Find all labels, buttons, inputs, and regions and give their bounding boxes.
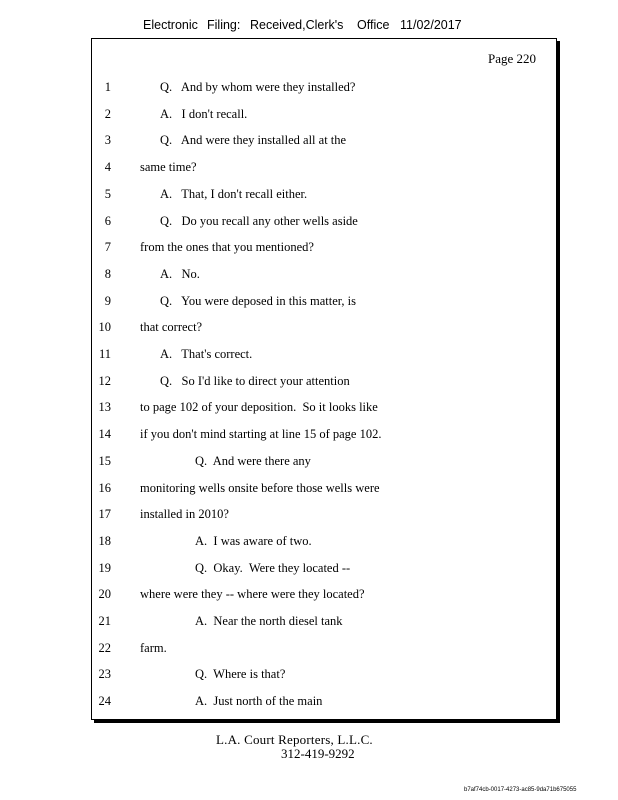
line-number: 20 bbox=[98, 587, 111, 602]
line-number: 16 bbox=[98, 480, 111, 495]
line-text: same time? bbox=[140, 160, 197, 175]
filing-electronic: Electronic bbox=[143, 18, 198, 32]
filing-office: Office bbox=[357, 18, 390, 32]
transcript-line bbox=[92, 531, 556, 551]
line-text: Q. And were they installed all at the bbox=[160, 133, 347, 148]
filing-filing: Filing: bbox=[207, 18, 241, 32]
footer-company: L.A. Court Reporters, L.L.C. bbox=[216, 732, 373, 747]
line-number: 13 bbox=[98, 400, 111, 415]
line-text: A. Near the north diesel tank bbox=[195, 614, 343, 628]
line-number: 14 bbox=[98, 427, 111, 442]
line-text: where were they -- where were they located? bbox=[140, 587, 365, 602]
line-number: 18 bbox=[98, 533, 111, 548]
line-number: 10 bbox=[98, 320, 111, 335]
transcript-line bbox=[92, 264, 556, 284]
line-text: Q. You were deposed in this matter, is bbox=[160, 293, 357, 308]
line-number: 8 bbox=[104, 266, 111, 281]
line-number: 19 bbox=[98, 560, 111, 575]
document-hash: b7af74cb-0017-4273-ac85-9da71b675055 bbox=[464, 787, 577, 793]
page-number: Page 220 bbox=[487, 51, 536, 66]
line-text: Q. So I'd like to direct your attention bbox=[160, 373, 350, 388]
transcript-line bbox=[92, 130, 556, 150]
transcript-line bbox=[92, 397, 556, 417]
transcript-line bbox=[92, 344, 556, 364]
line-number: 4 bbox=[104, 160, 111, 175]
transcript-line bbox=[92, 664, 556, 684]
line-text: A. Just north of the main bbox=[195, 694, 323, 709]
line-number: 17 bbox=[98, 507, 111, 522]
transcript-line bbox=[92, 77, 556, 97]
line-text: A. I don't recall. bbox=[160, 106, 248, 121]
transcript-line bbox=[92, 611, 556, 631]
line-number: 3 bbox=[104, 133, 111, 148]
transcript-line bbox=[92, 558, 556, 578]
footer-phone: 312-419-9292 bbox=[281, 746, 355, 761]
line-text: monitoring wells onsite before those wells were bbox=[140, 480, 380, 495]
line-number: 6 bbox=[104, 213, 111, 228]
transcript-line bbox=[92, 638, 556, 658]
transcript-line bbox=[92, 691, 556, 711]
line-number: 23 bbox=[98, 667, 111, 682]
line-text: Q. Do you recall any other wells aside bbox=[160, 213, 358, 228]
line-number: 22 bbox=[98, 640, 111, 655]
line-number: 21 bbox=[98, 614, 111, 628]
line-number: 12 bbox=[98, 373, 111, 388]
transcript-line bbox=[92, 104, 556, 124]
line-number: 15 bbox=[98, 453, 111, 468]
line-number: 11 bbox=[98, 347, 111, 361]
transcript-line bbox=[92, 211, 556, 231]
transcript-line bbox=[92, 237, 556, 257]
line-text: A. I was aware of two. bbox=[195, 533, 312, 548]
transcript-line bbox=[92, 371, 556, 391]
transcript-line bbox=[92, 504, 556, 524]
transcript-line bbox=[92, 157, 556, 177]
line-text: if you don't mind starting at line 15 of page 102. bbox=[140, 427, 382, 442]
line-number: 24 bbox=[98, 694, 111, 709]
line-text: A. That, I don't recall either. bbox=[160, 186, 308, 201]
line-text: Q. Where is that? bbox=[195, 667, 286, 682]
line-number: 5 bbox=[104, 186, 111, 201]
line-text: Q. And were there any bbox=[195, 453, 311, 468]
line-text: Q. And by whom were they installed? bbox=[160, 80, 356, 94]
transcript-line bbox=[92, 317, 556, 337]
line-number: 7 bbox=[104, 240, 111, 255]
filing-received: Received,Clerk's bbox=[250, 18, 344, 32]
transcript-line bbox=[92, 478, 556, 498]
line-text: from the ones that you mentioned? bbox=[140, 240, 314, 255]
transcript-line bbox=[92, 584, 556, 604]
line-text: A. No. bbox=[160, 266, 200, 281]
filing-date: 11/02/2017 bbox=[400, 18, 462, 32]
transcript-line bbox=[92, 424, 556, 444]
line-number: 1 bbox=[104, 80, 111, 94]
line-number: 2 bbox=[104, 106, 111, 121]
transcript-line bbox=[92, 451, 556, 471]
line-text: that correct? bbox=[140, 320, 203, 335]
line-text: farm. bbox=[140, 640, 167, 655]
line-text: installed in 2010? bbox=[140, 507, 229, 522]
transcript-line bbox=[92, 184, 556, 204]
line-text: to page 102 of your deposition. So it looks like bbox=[140, 400, 378, 415]
line-number: 9 bbox=[104, 293, 111, 308]
line-text: Q. Okay. Were they located -- bbox=[195, 560, 351, 575]
transcript-page bbox=[91, 38, 557, 720]
transcript-line bbox=[92, 291, 556, 311]
line-text: A. That's correct. bbox=[160, 347, 253, 361]
